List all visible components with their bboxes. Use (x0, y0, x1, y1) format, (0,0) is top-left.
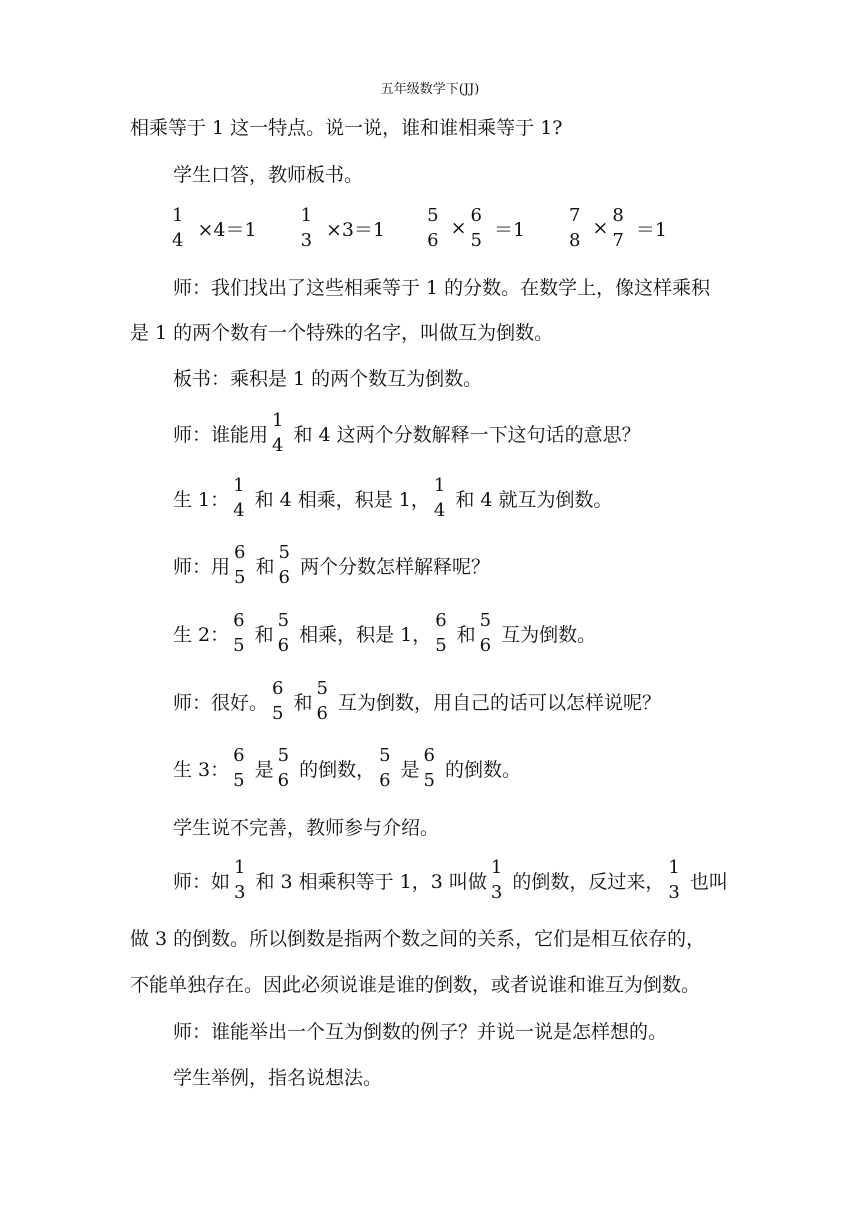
text: 师：很好。 (173, 691, 269, 714)
fraction: 6 5 (233, 609, 245, 656)
paragraph (0, 738, 860, 798)
text: 和 (293, 691, 313, 714)
text: ×4＝1 (197, 218, 257, 241)
paragraph (0, 145, 860, 201)
page-header: 五年级数学下(JJ) (380, 82, 480, 97)
fraction: 6 5 (435, 609, 447, 656)
fraction: 1 4 (172, 204, 184, 251)
text: 的倒数。 (445, 758, 522, 781)
text: 不能单独存在。因此必须说谁是谁的倒数，或者说谁和谁互为倒数。 (130, 973, 701, 996)
text: 板书：乘积是 1 的两个数互为倒数。 (173, 367, 483, 390)
fraction: 6 5 (272, 677, 284, 724)
text: ＝1 (493, 218, 526, 241)
paragraph (0, 603, 860, 663)
paragraph (0, 1048, 860, 1104)
paragraph (0, 349, 860, 405)
text: ＝1 (635, 218, 667, 241)
fraction: 6 5 (470, 204, 482, 251)
fraction: 5 6 (379, 744, 391, 791)
text: 师：我们找出了这些相乘等于 1 的分数。在数学上，像这样乘积 (173, 276, 711, 299)
text: 师：谁能举出一个互为倒数的例子？并说一说是怎样想的。 (173, 1020, 668, 1043)
fraction: 5 6 (427, 204, 439, 251)
text: 相乘等于 1 这一特点。说一说，谁和谁相乘等于 1? (130, 116, 563, 139)
fraction: 1 4 (233, 474, 245, 521)
text: 和 4 这两个分数解释一下这句话的意思？ (293, 423, 641, 446)
text: 两个分数怎样解释呢？ (299, 555, 490, 578)
text: × (450, 217, 467, 239)
text: 和 4 就互为倒数。 (455, 488, 613, 511)
fraction: 5 6 (316, 677, 328, 724)
text: 是 (400, 758, 420, 781)
text: 的倒数，反过来， (512, 870, 665, 893)
paragraph (0, 798, 860, 854)
text: 学生说不完善，教师参与介绍。 (173, 816, 440, 839)
text: 和 (255, 555, 275, 578)
text: 相乘，积是 1， (299, 623, 432, 646)
fraction: 5 6 (277, 609, 290, 656)
paragraph (0, 850, 860, 910)
fraction: 6 5 (423, 744, 435, 791)
text: 也叫 (689, 870, 728, 893)
text: × (592, 217, 609, 239)
text: 生 3： (173, 758, 230, 781)
text: 生 1： (173, 488, 230, 511)
text: 和 (254, 623, 274, 646)
fraction: 8 7 (612, 204, 624, 251)
text: 的倒数， (299, 758, 376, 781)
text: 学生口答，教师板书。 (173, 163, 364, 186)
text: 师：如 (173, 870, 231, 893)
paragraph (0, 403, 860, 463)
fraction: 1 3 (234, 856, 246, 903)
fraction: 1 4 (272, 409, 284, 456)
text: 生 2： (173, 623, 230, 646)
paragraph (0, 671, 860, 731)
text: 师：谁能用 (173, 423, 269, 446)
fraction: 6 5 (234, 541, 246, 588)
text: 互为倒数。 (501, 623, 597, 646)
text: 是 1 的两个数有一个特殊的名字，叫做互为倒数。 (130, 321, 554, 344)
equations-line (0, 198, 860, 258)
fraction: 1 3 (300, 204, 313, 251)
text: 和 (456, 623, 476, 646)
fraction: 1 3 (668, 856, 680, 903)
text: 师：用 (173, 555, 231, 578)
text: 做 3 的倒数。所以倒数是指两个数之间的关系，它们是相互依存的， (130, 927, 706, 950)
fraction: 7 8 (569, 204, 581, 251)
fraction: 5 6 (277, 744, 290, 791)
fraction: 5 6 (479, 609, 492, 656)
paragraph (0, 535, 860, 595)
fraction: 1 3 (490, 856, 503, 903)
text: 和 3 相乘积等于 1，3 叫做 (255, 870, 487, 893)
text: 互为倒数，用自己的话可以怎样说呢？ (337, 691, 661, 714)
text: 和 4 相乘，积是 1， (254, 488, 430, 511)
paragraph (0, 468, 860, 528)
text: 学生举例，指名说想法。 (173, 1066, 383, 1089)
fraction: 5 6 (278, 541, 290, 588)
fraction: 1 4 (433, 474, 446, 521)
text: 是 (254, 758, 274, 781)
text: ×3＝1 (326, 218, 386, 241)
fraction: 6 5 (233, 744, 245, 791)
